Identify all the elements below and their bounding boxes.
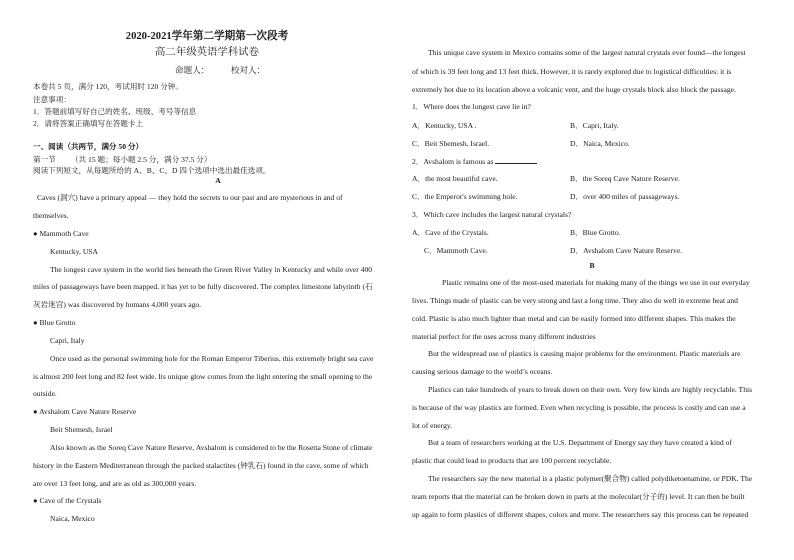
- passage-a-line: 灰岩迷宫) was discovered by humans 4,000 years ago.: [33, 300, 202, 309]
- part1-instruction: 阅读下列短文，从每题所给的 A、B、C、D 四个选项中选出最佳选项。: [33, 166, 271, 175]
- passage-a-cont-line: This unique cave system in Mexico contains some of the largest natural crystals ever found—the longest: [428, 48, 746, 57]
- passage-a-line: ● Avshalom Cave Nature Reserve: [33, 407, 137, 416]
- question-stem: 3．Which cave includes the largest natural crystals?: [412, 210, 572, 219]
- question-option[interactable]: C．the Emperor's swimming hole.: [412, 192, 518, 201]
- passage-b-line: lot of energy.: [412, 421, 453, 430]
- passage-a-line: ● Mammoth Cave: [33, 229, 89, 238]
- question-option[interactable]: B．Blue Grotto.: [570, 228, 621, 237]
- question-stem: [412, 156, 537, 166]
- passage-a-line: outside.: [33, 389, 57, 398]
- passage-a-line: ● Blue Grotto: [33, 318, 76, 327]
- question-option[interactable]: A．Kentucky, USA .: [412, 121, 477, 130]
- passage-a-line: Once used as the personal swimming hole for the Roman Emperor Tiberius, this extremely bright sea cave: [50, 354, 374, 363]
- passage-b-line: But a team of researchers working at the U.S. Department of Energy say they have created a kind of: [428, 438, 732, 447]
- exam-authors: 命题人： 校对人：: [175, 65, 266, 75]
- question-stem-text: 2．Avshalom is famous as: [412, 157, 494, 166]
- passage-b-line: Plastics can take hundreds of years to break down on their own. Very few kinds are highly recyclable. This: [428, 385, 753, 394]
- answer-blank[interactable]: [495, 156, 537, 164]
- question-option[interactable]: C．Beit Shemesh, Israel.: [412, 139, 490, 148]
- passage-b-line: Plastic remains one of the most-used materials for making many of the things we use in our everyday: [442, 278, 750, 287]
- note-item: 2．请将答案正确填写在答题卡上: [33, 119, 144, 128]
- question-option[interactable]: D．over 400 miles of passageways.: [570, 192, 680, 201]
- question-option[interactable]: B．Capri, Italy.: [570, 121, 619, 130]
- question-option[interactable]: C．Mammoth Cave.: [424, 246, 488, 255]
- passage-a-line: themselves.: [33, 211, 69, 220]
- question-option[interactable]: B．the Soreq Cave Nature Reserve.: [570, 174, 680, 183]
- passage-a-line: miles of passageways have been mapped, it has yet to be fully discovered. The complex limestone labyrinth (石: [33, 282, 373, 291]
- question-stem: 1．Where does the longest cave lie in?: [412, 102, 531, 111]
- part1-section: 第一节 （共 15 题；每小题 2.5 分，满分 37.5 分）: [33, 155, 212, 164]
- passage-a-line: history in the Eastern Mediterranean through the packed stalactites (钟乳石) found in the cave, some of which: [33, 461, 369, 470]
- passage-a-line: are over 13 feet long, and are as old as 300,000 years.: [33, 479, 197, 488]
- question-option[interactable]: A．Cave of the Crystals.: [412, 228, 489, 237]
- passage-b-line: But the widespread use of plastics is causing major problems for the environment. Plastic materials are: [428, 349, 741, 358]
- passage-b-line: team reports that the material can be broken down in parts at the molecular(分子的) level. It can then be built: [412, 492, 745, 501]
- question-option[interactable]: A．the most beautiful cave.: [412, 174, 498, 183]
- question-option[interactable]: D．Avshalom Cave Nature Reserve.: [570, 246, 683, 255]
- passage-b-line: lives. Things made of plastic can be very strong and last a long time. They also do well in extreme heat and: [412, 296, 738, 305]
- notes-title: 注意事项：: [33, 95, 71, 104]
- passage-b-line: The researchers say the new material is a plastic polymer(聚合物) called polydiketoenamine, or PDK. The: [428, 474, 753, 483]
- passage-b-line: up again to form plastics of different shapes, colors and more. The researchers say this process can be repeated: [412, 510, 749, 519]
- passage-b-label: B: [589, 261, 595, 270]
- passage-a-line: Kentucky, USA: [50, 247, 99, 256]
- exam-title: 2020-2021学年第二学期第一次段考: [125, 31, 289, 42]
- passage-b-line: material perfect for the uses across many different industries: [412, 332, 596, 341]
- passage-a-line: Beit Shemesh, Israel: [50, 425, 113, 434]
- part1-heading: 一、阅读（共两节，满分 50 分）: [33, 142, 144, 151]
- passage-b-line: is because of the way plastics are formed. Even when recycling is possible, the process is costly and can use a: [412, 403, 746, 412]
- question-option[interactable]: D．Naica, Mexico.: [570, 139, 630, 148]
- passage-a-line: The longest cave system in the world lies beneath the Green River Valley in Kentucky and while over 400: [50, 265, 373, 274]
- note-item: 1．答题前填写好自己的姓名、班级、考号等信息: [33, 107, 197, 116]
- passage-a-line: ● Cave of the Crystals: [33, 496, 102, 505]
- passage-a-line: Capri, Italy: [50, 336, 85, 345]
- passage-a-line: is almost 200 feet long and 82 feet wide. Its unique glow comes from the light entering the small opening to the: [33, 372, 373, 381]
- passage-b-line: cold. Plastic is also much lighter than metal and can be easily formed into different shapes. This makes the: [412, 314, 736, 323]
- passage-a-cont-line: of which is 39 feet long and 13 feet thick. However, it is rarely explored due to logistical difficulties: it is: [412, 67, 732, 76]
- exam-info: 本卷共 5 页，满分 120，考试用时 120 分钟。: [33, 82, 183, 91]
- passage-b-line: plastic that could lead to products that are 100 percent recyclable.: [412, 456, 612, 465]
- passage-a-cont-line: extremely hot due to its location above a volcanic vent, and the huge crystals block also block the passage.: [412, 85, 736, 94]
- passage-b-line: causing serious damage to the world’s oceans.: [412, 367, 553, 376]
- passage-a-line: Also known as the Soreq Cave Nature Reserve, Avshalom is considered to be the Rosetta Stone of climate: [50, 443, 373, 452]
- passage-a-label: A: [215, 176, 221, 185]
- exam-subtitle: 高二年级英语学科试卷: [155, 47, 259, 58]
- passage-a-line: Caves (洞穴) have a primary appeal — they hold the secrets to our past and are mysterious in and of: [37, 193, 343, 202]
- passage-a-line: Naica, Mexico: [50, 514, 95, 523]
